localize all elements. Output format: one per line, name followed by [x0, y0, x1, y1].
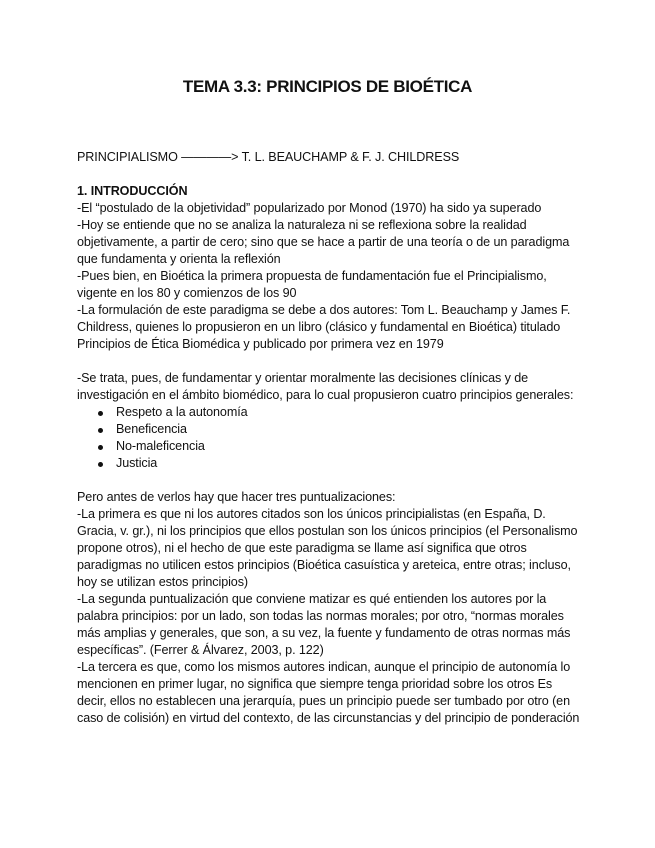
document-body — [77, 149, 583, 727]
bullet-icon — [98, 462, 103, 467]
subtitle: PRINCIPIALISMO ————> T. L. BEAUCHAMP & F. J. CHILDRESS — [77, 150, 460, 164]
clarification-paragraph: -La primera es que ni los autores citados son los únicos principialistas (en España, D. Gracia, v. gr.), ni los principios que ellos postulan son los únicos principios (el Personalismo propone otros), ni el hecho de que este paradigma se llame así significa que otros paradigmas no utilicen estos principios (Bioética casuística y areteica, entre otras; incluso, hoy se utilizan estos principios) — [77, 507, 578, 589]
intro-paragraph: -Pues bien, en Bioética la primera propuesta de fundamentación fue el Principialismo, vigente en los 80 y comienzos de los 90 — [77, 269, 547, 300]
intro-paragraph: -La formulación de este paradigma se debe a dos autores: Tom L. Beauchamp y James F. Childress, quienes lo propusieron en un libro (clásico y fundamental en Bioética) titulado Principios de Ética Biomédica y publicado por primera vez en 1979 — [77, 303, 571, 351]
intro-paragraph: -Hoy se entiende que no se analiza la naturaleza ni se reflexiona sobre la realidad objetivamente, a partir de cero; sino que se hace a partir de una teoría o de un paradigma que fundamenta y orienta la reflexión — [77, 218, 570, 266]
bullet-icon — [98, 428, 103, 433]
bullet-icon — [98, 445, 103, 450]
list-item — [116, 404, 583, 421]
principles-intro: -Se trata, pues, de fundamentar y orientar moralmente las decisiones clínicas y de investigación en el ámbito biomédico, para lo cual propusieron cuatro principios generales: — [77, 371, 574, 402]
clarification-paragraph: -La tercera es que, como los mismos autores indican, aunque el principio de autonomía lo mencionen en primer lugar, no significa que siempre tenga prioridad sobre los otros Es decir, ellos no establecen una jerarquía, pues un principio puede ser tumbado por otro (en caso de colisión) en virtud del contexto, de las circunstancias y del principio de ponderación — [77, 660, 580, 725]
list-item — [116, 438, 583, 455]
intro-paragraph: -El “postulado de la objetividad” popularizado por Monod (1970) ha sido ya superado — [77, 201, 542, 215]
bullet-icon — [98, 411, 103, 416]
principles-list — [77, 404, 583, 472]
page-title: TEMA 3.3: PRINCIPIOS DE BIOÉTICA — [182, 77, 473, 96]
list-item-label: Beneficencia — [116, 422, 187, 436]
list-item-label: Respeto a la autonomía — [116, 405, 248, 419]
list-item — [116, 421, 583, 438]
clarification-paragraph: -La segunda puntualización que conviene matizar es qué entienden los autores por la palabra principios: por un lado, son todas las normas morales; por otro, “normas morales más amplias y generales, que son, a su vez, la fuente y fundamento de otras normas más específicas”. (Ferrer & Álvarez, 2003, p. 122) — [77, 592, 571, 657]
list-item-label: Justicia — [116, 456, 158, 470]
list-item — [116, 455, 583, 472]
section-heading: 1. INTRODUCCIÓN — [77, 184, 188, 198]
list-item-label: No-maleficencia — [116, 439, 205, 453]
clarifications-intro: Pero antes de verlos hay que hacer tres puntualizaciones: — [77, 490, 396, 504]
